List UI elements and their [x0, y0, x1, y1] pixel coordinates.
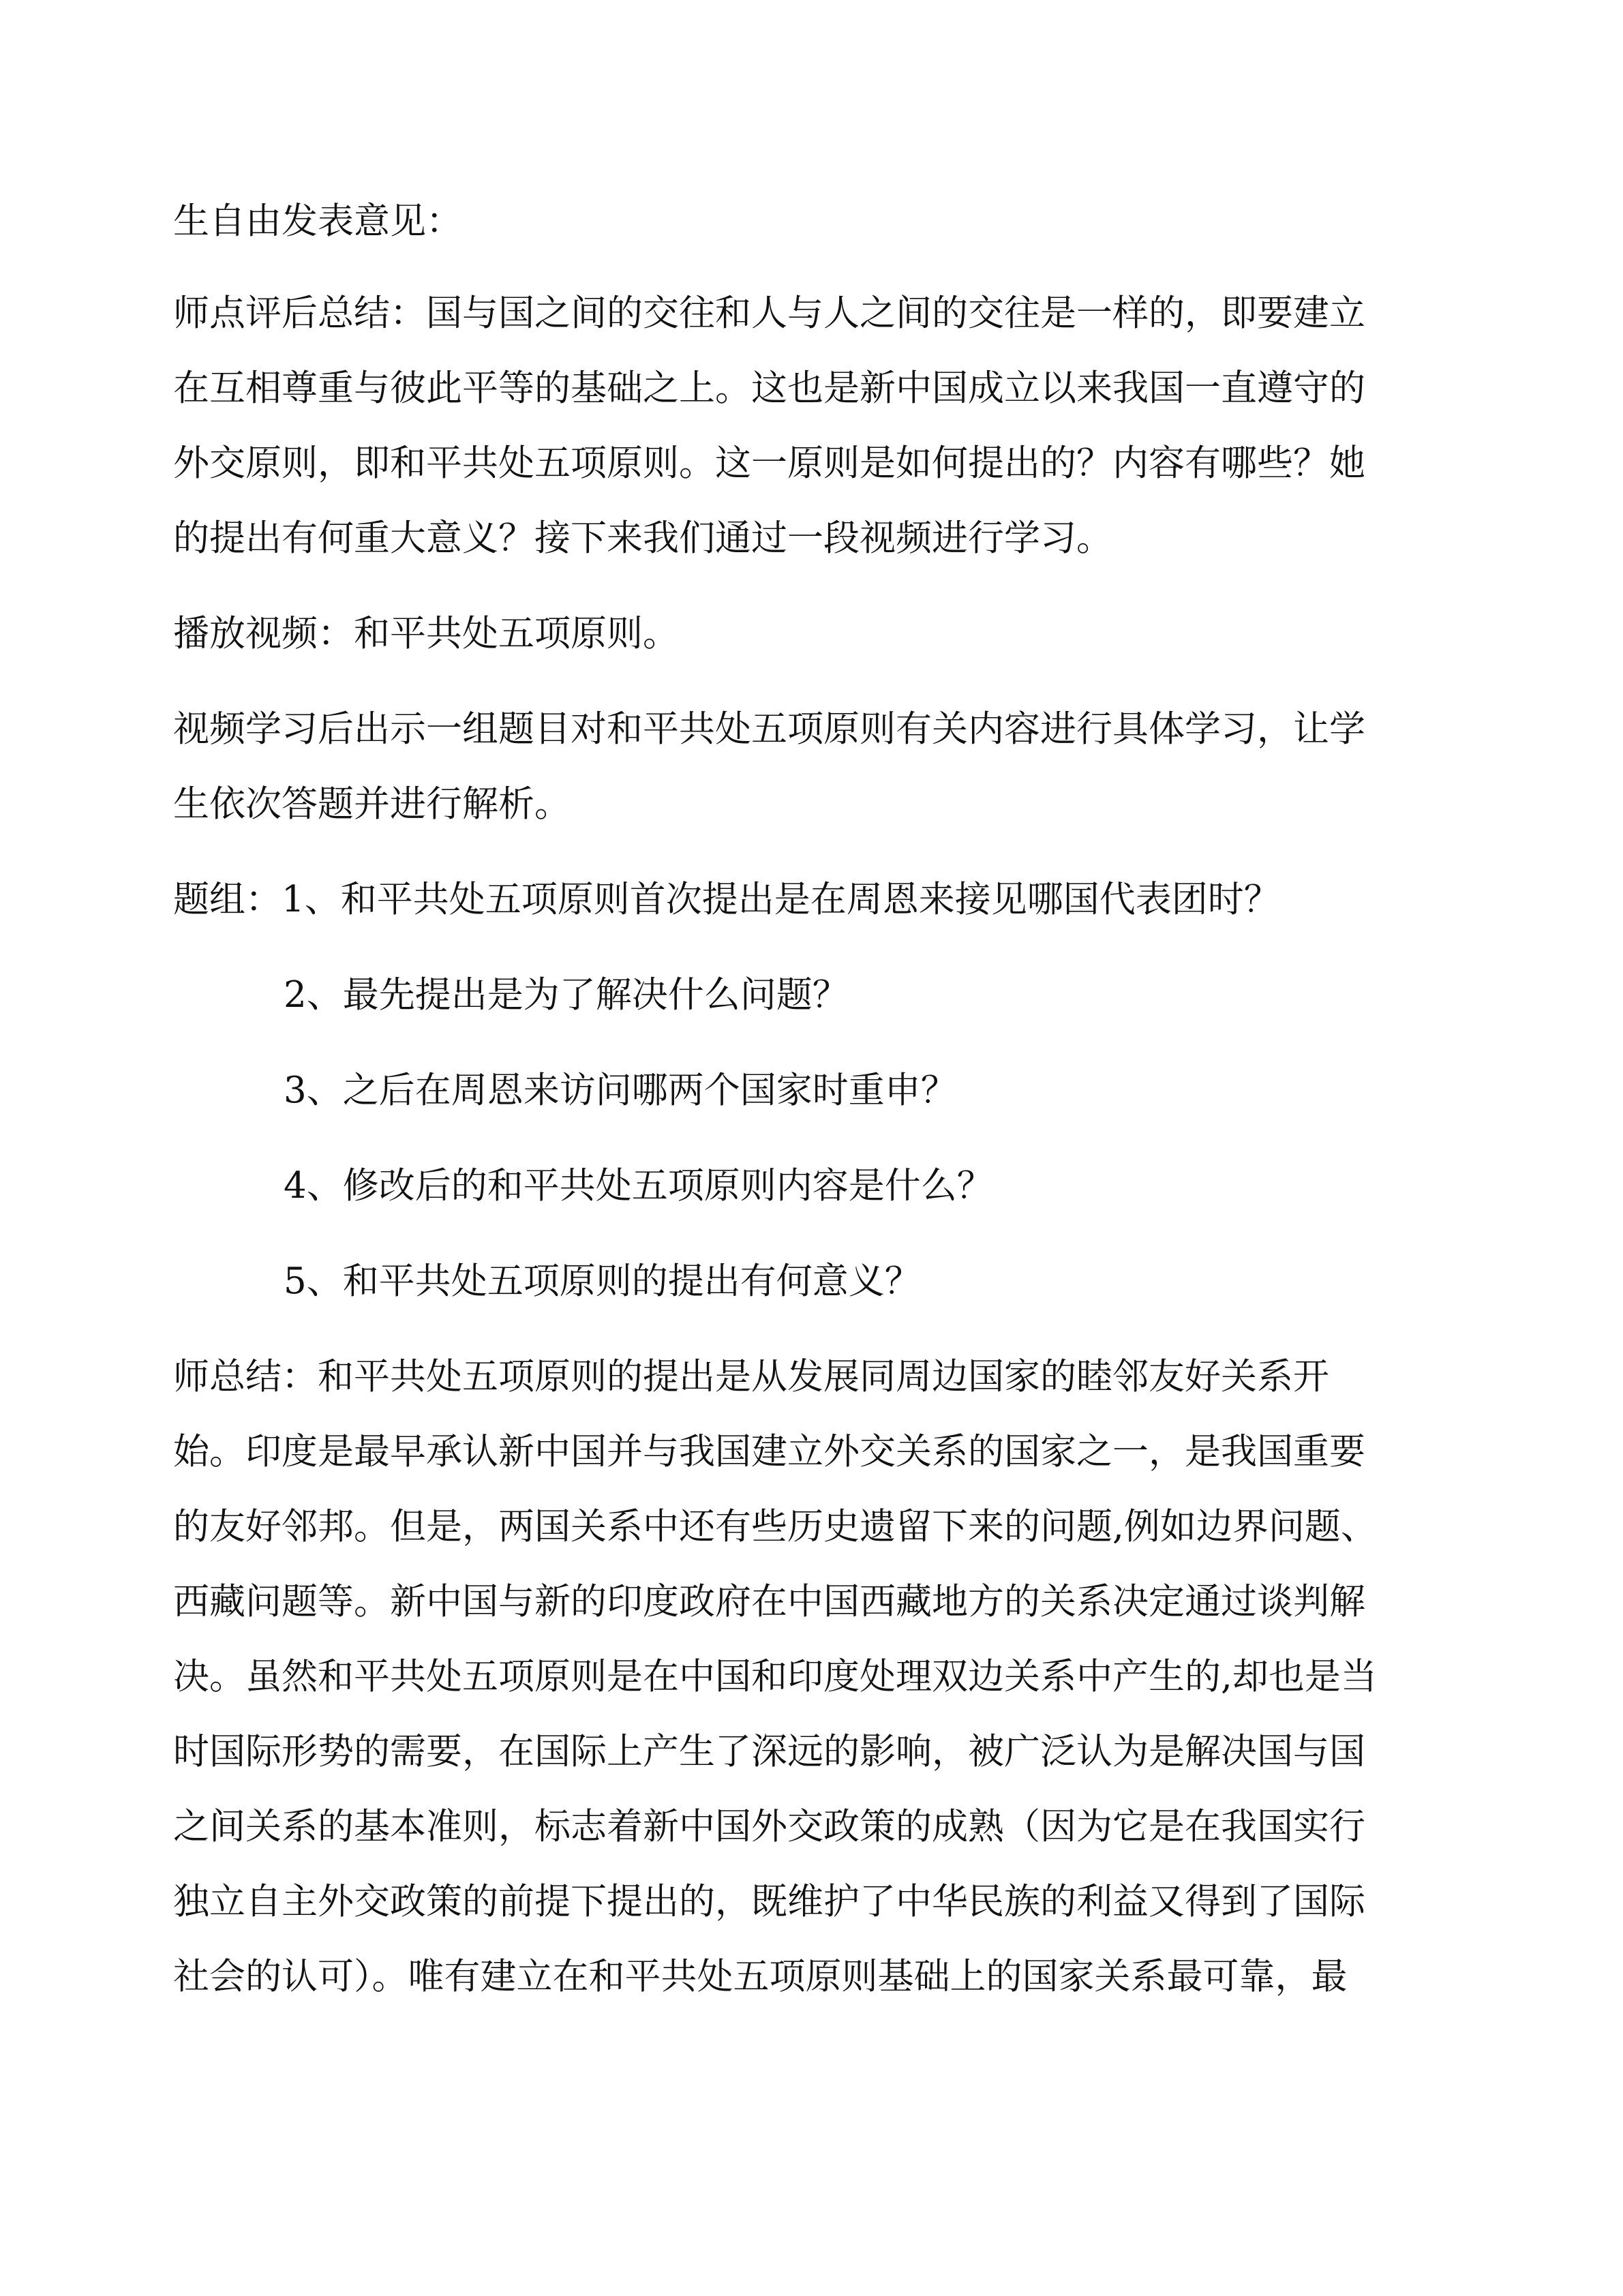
text-line: 始。印度是最早承认新中国并与我国建立外交关系的国家之一，是我国重要: [173, 1431, 1365, 1472]
text-line: 在互相尊重与彼此平等的基础之上。这也是新中国成立以来我国一直遵守的: [173, 367, 1365, 409]
text-line: 师总结：和平共处五项原则的提出是从发展同周边国家的睦邻友好关系开: [173, 1356, 1329, 1398]
text-line: 生依次答题并进行解析。: [173, 783, 571, 825]
question-item-3: 3、之后在周恩来访问哪两个国家时重申？: [284, 1070, 957, 1111]
text-line: 的提出有何重大意义？接下来我们通过一段视频进行学习。: [173, 517, 1112, 559]
text-line: 决。虽然和平共处五项原则是在中国和印度处理双边关系中产生的,却也是当: [173, 1656, 1377, 1697]
text-line: 独立自主外交政策的前提下提出的，既维护了中华民族的利益又得到了国际: [173, 1881, 1365, 1922]
question-item-1: 题组：1、和平共处五项原则首次提出是在周恩来接见哪国代表团时？: [173, 879, 1280, 920]
question-item-2: 2、最先提出是为了解决什么问题？: [284, 974, 849, 1016]
text-line: 生自由发表意见：: [173, 200, 462, 242]
text-line: 视频学习后出示一组题目对和平共处五项原则有关内容进行具体学习，让学: [173, 708, 1365, 750]
text-line: 时国际形势的需要，在国际上产生了深远的影响，被广泛认为是解决国与国: [173, 1731, 1365, 1772]
question-item-5: 5、和平共处五项原则的提出有何意义？: [284, 1260, 921, 1302]
text-line: 西藏问题等。新中国与新的印度政府在中国西藏地方的关系决定通过谈判解: [173, 1581, 1365, 1622]
text-line: 播放视频：和平共处五项原则。: [173, 613, 679, 654]
text-line: 社会的认可）。唯有建立在和平共处五项原则基础上的国家关系最可靠，最: [173, 1956, 1348, 1997]
text-line: 师点评后总结：国与国之间的交往和人与人之间的交往是一样的，即要建立: [173, 292, 1365, 334]
text-line: 的友好邻邦。但是，两国关系中还有些历史遗留下来的问题,例如边界问题、: [173, 1506, 1377, 1547]
text-line: 外交原则，即和平共处五项原则。这一原则是如何提出的？内容有哪些？她: [173, 442, 1365, 484]
question-item-4: 4、修改后的和平共处五项原则内容是什么？: [284, 1165, 993, 1207]
text-line: 之间关系的基本准则，标志着新中国外交政策的成熟（因为它是在我国实行: [173, 1806, 1365, 1847]
